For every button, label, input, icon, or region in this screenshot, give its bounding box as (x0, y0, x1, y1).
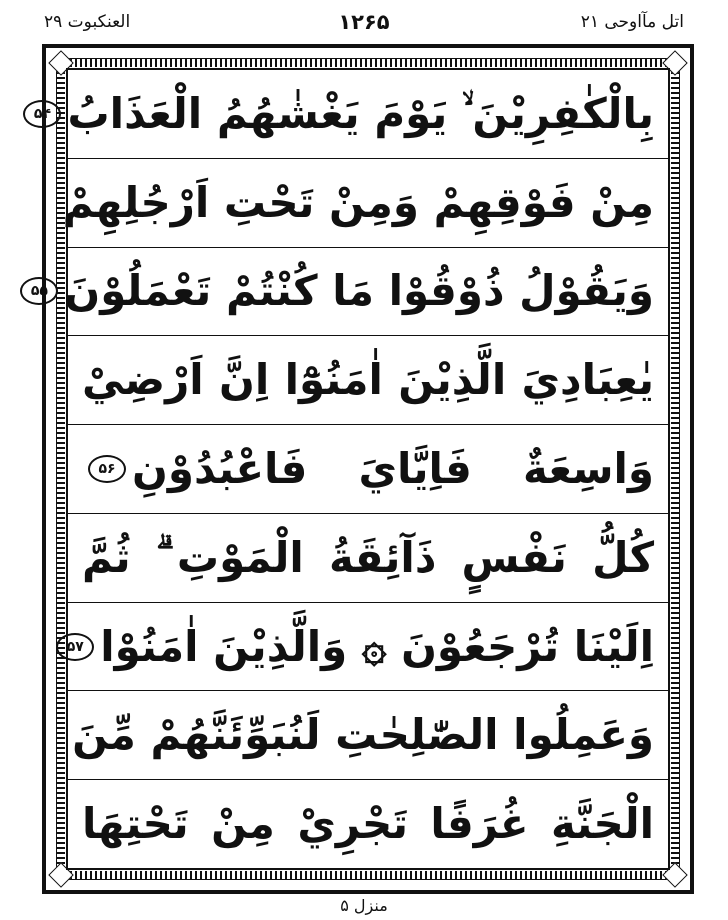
ayah-number-marker: ۵۷ (56, 633, 94, 661)
verse-text: يٰعِبَادِيَ الَّذِيْنَ اٰمَنُوْٓا اِنَّ اَرْضِيْ (82, 355, 654, 405)
verse-line (68, 425, 668, 514)
verse-line (33, 70, 668, 159)
verse-line (68, 691, 668, 780)
verse-line (68, 603, 668, 692)
verse-line (62, 159, 668, 248)
verse-line (68, 336, 668, 425)
verse-text: مِنْ فَوْقِهِمْ وَمِنْ تَحْتِ اَرْجُلِهِمْ (62, 177, 654, 227)
verse-text: وَاسِعَةٌ فَاِيَّايَ فَاعْبُدُوْنِ (132, 444, 654, 494)
border-ornament-bottom (70, 871, 666, 879)
verse-text: الْجَنَّةِ غُرَفًا تَجْرِيْ مِنْ تَحْتِهَا (82, 799, 654, 849)
manzil-footer: منزل ۵ (340, 896, 388, 915)
verse-text: اِلَيْنَا تُرْجَعُوْنَ ۞ وَالَّذِيْنَ اٰمَنُوْا (100, 621, 654, 671)
verse-line (68, 514, 668, 603)
border-ornament-top (70, 59, 666, 67)
page-number: ۱۲۶۵ (338, 10, 390, 34)
page-frame (30, 44, 694, 894)
verse-text: وَيَقُوْلُ ذُوْقُوْا مَا كُنْتُمْ تَعْمَلُوْنَ (64, 266, 654, 316)
verse-line (30, 248, 668, 337)
verse-text: كُلُّ نَفْسٍ ذَآئِقَةُ الْمَوْتِ ۗ ثُمَّ (82, 532, 654, 582)
ayah-number-marker: ۵۶ (88, 455, 126, 483)
verse-line (68, 780, 668, 868)
ayah-number-marker: ۵۵ (20, 277, 58, 305)
text-area (30, 68, 670, 870)
surah-name: العنکبوت ۲۹ (44, 12, 131, 32)
ayah-number-marker: ۵۴ (23, 100, 61, 128)
verse-lines (30, 70, 668, 868)
page-header (0, 10, 728, 38)
juz-name: اتل مآاوحی ۲۱ (580, 12, 684, 32)
verse-text: بِالْكٰفِرِيْنَ ۙ يَوْمَ يَغْشٰهُمُ الْعَذَابُ (67, 88, 654, 138)
border-ornament-right (671, 72, 679, 866)
verse-text: وَعَمِلُوا الصّٰلِحٰتِ لَنُبَوِّئَنَّهُمْ مِّنَ (72, 710, 654, 760)
